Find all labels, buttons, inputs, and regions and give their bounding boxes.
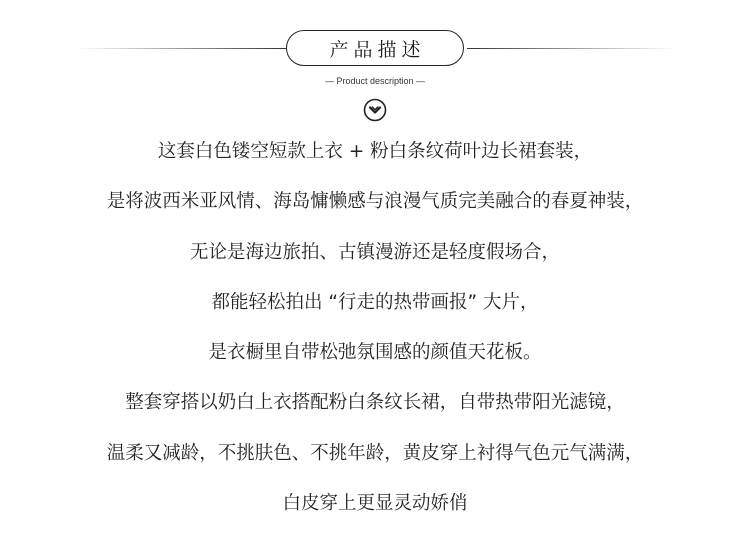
description-line: 都能轻松拍出 “行走的热带画报” 大片，	[211, 291, 539, 313]
header-left-rule	[78, 48, 286, 49]
chevron-down-circle-icon	[363, 98, 387, 122]
section-header	[0, 0, 750, 130]
description-text	[0, 127, 750, 529]
description-line: 整套穿搭以奶白上衣搭配粉白条纹长裙，自带热带阳光滤镜，	[125, 392, 625, 414]
section-title: 产品描述	[329, 38, 426, 61]
description-line: 温柔又减龄，不挑肤色、不挑年龄，黄皮穿上衬得气色元气满满，	[106, 442, 644, 464]
header-right-rule	[467, 48, 675, 49]
section-subtitle: — Product description —	[324, 76, 426, 86]
description-line: 这套白色镂空短款上衣 + 粉白条纹荷叶边长裙套装，	[157, 141, 593, 162]
description-line: 是衣橱里自带松弛氛围感的颜值天花板。	[208, 342, 542, 364]
description-line: 白皮穿上更显灵动娇俏	[282, 493, 468, 515]
description-line: 是将波西米亚风情、海岛慵懒感与浪漫气质完美融合的春夏神装，	[106, 191, 644, 213]
title-pill	[286, 30, 464, 66]
description-line: 无论是海边旅拍、古镇漫游还是轻度假场合，	[189, 241, 560, 263]
